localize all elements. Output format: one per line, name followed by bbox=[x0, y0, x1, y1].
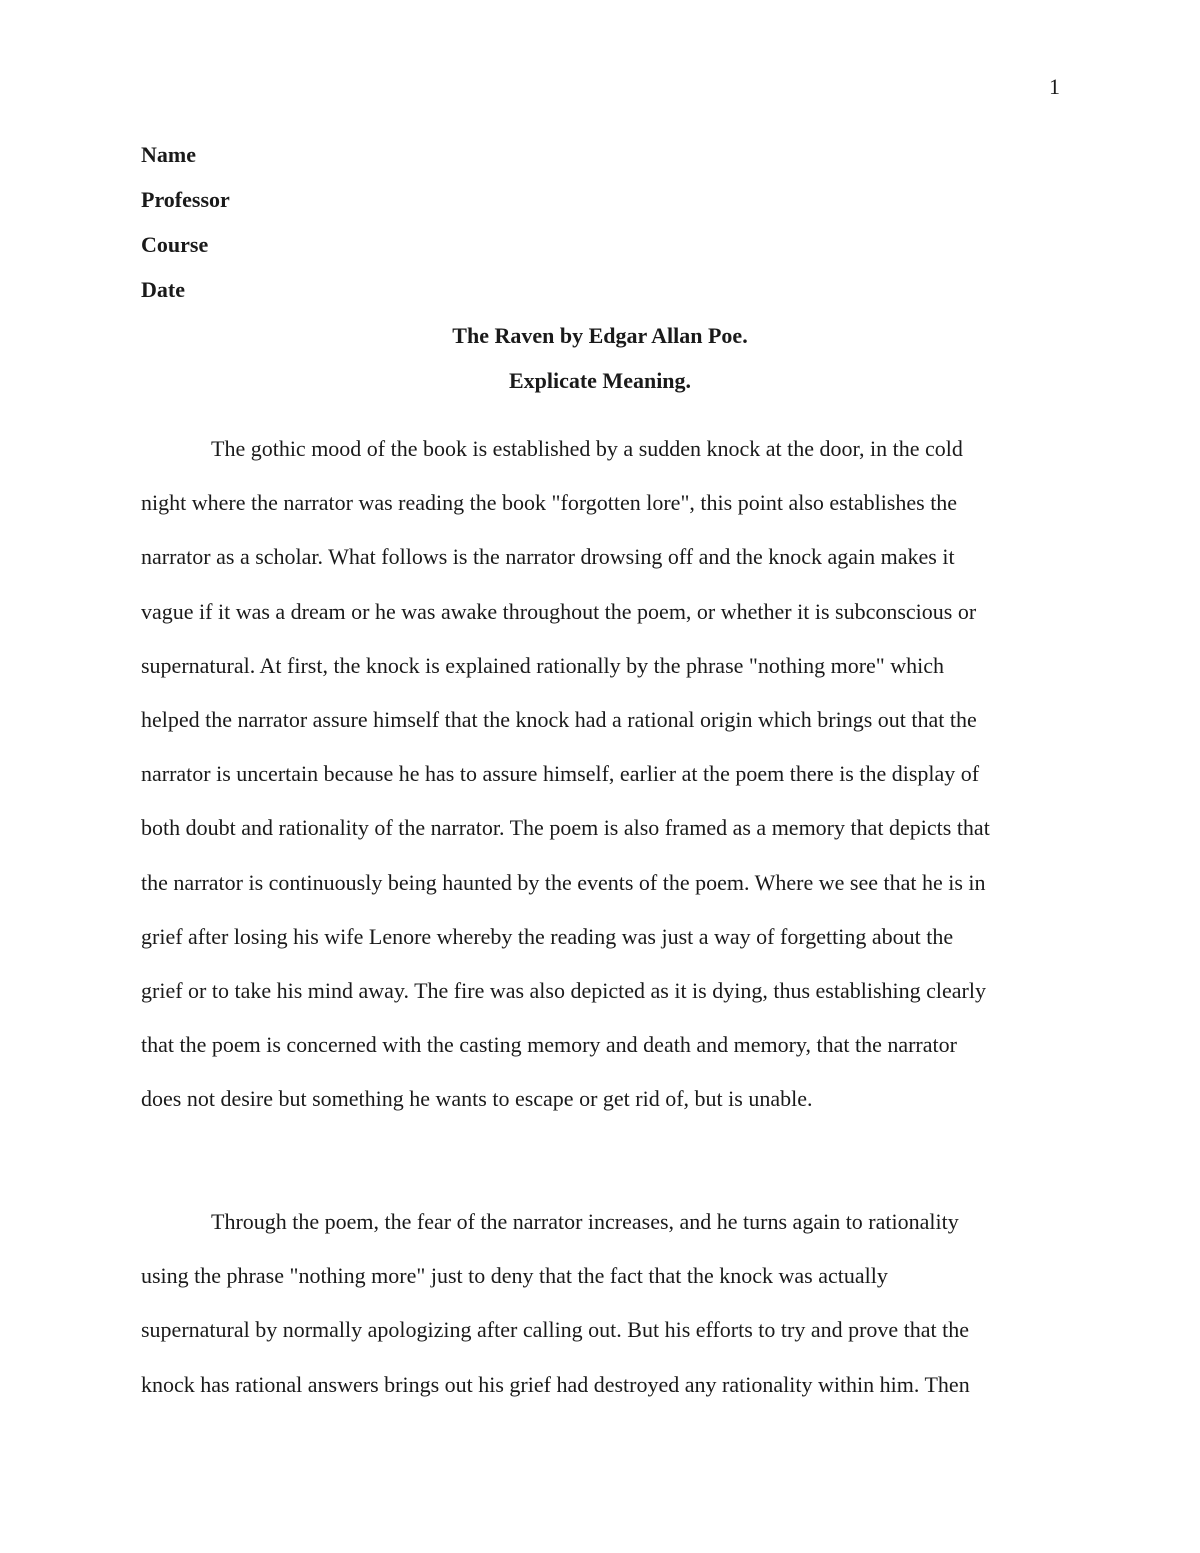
paragraph-line: grief or to take his mind away. The fire was also depicted as it is dying, thus establishing clearly bbox=[141, 977, 986, 1003]
paragraph-line: knock has rational answers brings out his grief had destroyed any rationality within him. Then bbox=[141, 1371, 970, 1397]
paragraph-line: narrator is uncertain because he has to assure himself, earlier at the poem there is the display of bbox=[141, 761, 980, 787]
paragraph-line: grief after losing his wife Lenore whereby the reading was just a way of forgetting about the bbox=[141, 923, 954, 949]
paragraph-line: using the phrase "nothing more" just to deny that the fact that the knock was actually bbox=[141, 1263, 888, 1289]
paragraph-line: The gothic mood of the book is established by a sudden knock at the door, in the cold bbox=[211, 436, 963, 461]
paragraph-1 bbox=[141, 436, 1061, 1140]
paragraph-line: both doubt and rationality of the narrator. The poem is also framed as a memory that depicts that bbox=[141, 815, 990, 841]
header-block bbox=[141, 142, 741, 322]
paragraph-line: that the poem is concerned with the casting memory and death and memory, that the narrator bbox=[141, 1032, 957, 1058]
paragraph-line: supernatural by normally apologizing after calling out. But his efforts to try and prove that the bbox=[141, 1317, 970, 1343]
header-course: Course bbox=[141, 232, 209, 257]
paragraph-line: the narrator is continuously being haunted by the events of the poem. Where we see that he is in bbox=[141, 869, 986, 895]
paragraph-2 bbox=[141, 1209, 1061, 1426]
paragraph-line: helped the narrator assure himself that the knock had a rational origin which brings out that the bbox=[141, 706, 977, 732]
paragraph-line: does not desire but something he wants to escape or get rid of, but is unable. bbox=[141, 1086, 813, 1112]
paragraph-line: narrator as a scholar. What follows is the narrator drowsing off and the knock again makes it bbox=[141, 544, 955, 570]
page-number: 1 bbox=[1049, 74, 1060, 99]
header-professor: Professor bbox=[141, 187, 230, 212]
paragraph-line: night where the narrator was reading the book "forgotten lore", this point also establishes the bbox=[141, 490, 958, 516]
paragraph-line: supernatural. At first, the knock is explained rationally by the phrase "nothing more" which bbox=[141, 652, 945, 678]
document-subtitle: Explicate Meaning. bbox=[508, 368, 692, 393]
paragraph-line: Through the poem, the fear of the narrator increases, and he turns again to rationality bbox=[211, 1209, 959, 1234]
header-date: Date bbox=[141, 277, 185, 302]
paragraph-line: vague if it was a dream or he was awake throughout the poem, or whether it is subconscious or bbox=[141, 598, 977, 624]
document-title: The Raven by Edgar Allan Poe. bbox=[452, 323, 748, 348]
header-name: Name bbox=[141, 142, 196, 167]
